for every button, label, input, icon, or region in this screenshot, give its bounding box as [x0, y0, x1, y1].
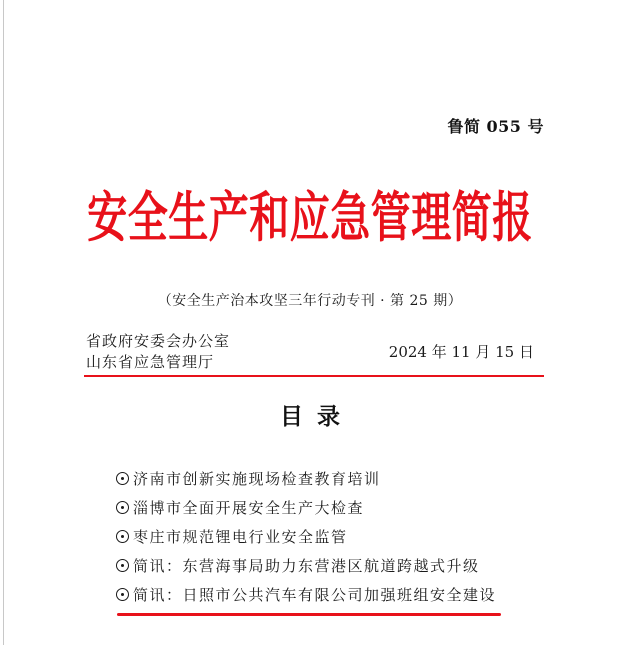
circled-dot-icon	[116, 559, 129, 572]
toc-item-label: 简讯：东营海事局助力东营港区航道跨越式升级	[133, 557, 480, 575]
toc-item[interactable]	[116, 522, 496, 551]
toc-heading: 目录	[280, 403, 354, 430]
circled-dot-icon	[116, 588, 129, 601]
header-divider	[84, 375, 544, 377]
circled-dot-icon	[116, 530, 129, 543]
issuer-line: 山东省应急管理厅	[86, 353, 215, 371]
subtitle: （安全生产治本攻坚三年行动专刊 · 第 25 期）	[157, 293, 463, 309]
toc-item-label: 枣庄市规范锂电行业安全监管	[133, 528, 348, 546]
highlight-underline	[117, 613, 501, 616]
toc-item-label: 济南市创新实施现场检查教育培训	[133, 470, 381, 488]
circled-dot-icon	[116, 501, 129, 514]
issue-date: 2024 年 11 月 15 日	[388, 343, 534, 361]
page-edge	[3, 0, 4, 645]
issue-number: 鲁简 055 号	[447, 117, 544, 136]
table-of-contents	[116, 464, 496, 609]
issuer-block	[86, 331, 230, 373]
toc-item[interactable]	[116, 464, 496, 493]
toc-item-label: 简讯：日照市公共汽车有限公司加强班组安全建设	[133, 586, 497, 604]
toc-item-label: 淄博市全面开展安全生产大检查	[133, 499, 365, 517]
toc-item[interactable]	[116, 493, 496, 522]
masthead-title: 安全生产和应急管理简报	[87, 186, 533, 250]
circled-dot-icon	[116, 472, 129, 485]
issuer-line: 省政府安委会办公室	[86, 332, 231, 350]
toc-item-highlighted[interactable]	[116, 580, 496, 609]
toc-item[interactable]	[116, 551, 496, 580]
